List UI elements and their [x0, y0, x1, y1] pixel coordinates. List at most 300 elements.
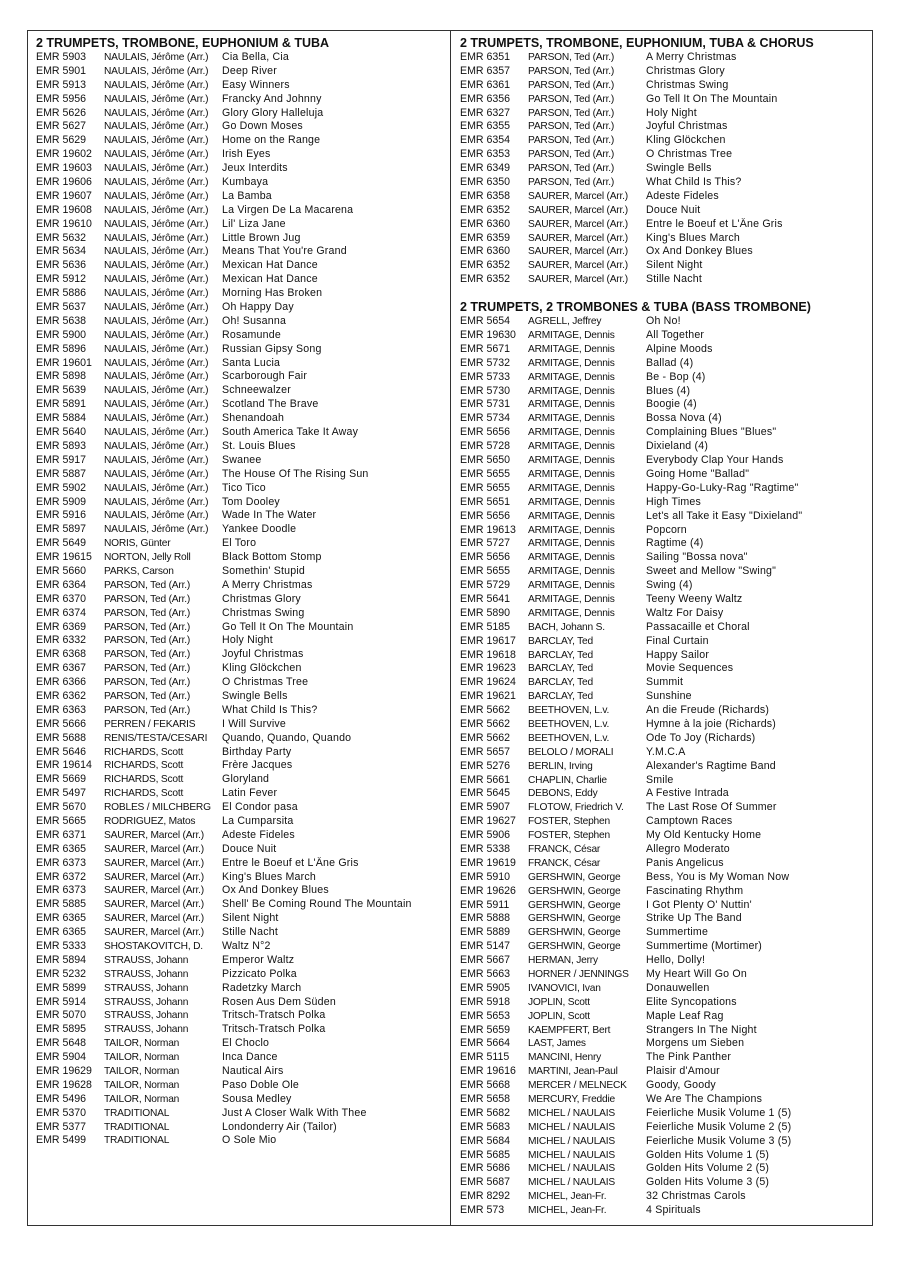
composer-name: NAULAIS, Jérôme (Arr.): [104, 510, 209, 522]
composer-name: NAULAIS, Jérôme (Arr.): [104, 496, 209, 508]
catalog-number: EMR 5499: [36, 1134, 87, 1147]
catalog-number: EMR 6360: [460, 245, 511, 258]
catalog-entry: [36, 412, 446, 426]
catalog-entry: [460, 885, 870, 899]
composer-name: NAULAIS, Jérôme (Arr.): [104, 524, 209, 536]
piece-title: Maple Leaf Rag: [646, 1009, 724, 1022]
composer-name: BELOLO / MORALI: [528, 746, 614, 758]
catalog-number: EMR 5889: [460, 926, 511, 939]
catalog-entry: [36, 496, 446, 510]
catalog-entry: [36, 787, 446, 801]
piece-title: Feierliche Musik Volume 1 (5): [646, 1106, 792, 1119]
catalog-number: EMR 19602: [36, 148, 92, 161]
composer-name: NAULAIS, Jérôme (Arr.): [104, 302, 209, 314]
composer-name: FOSTER, Stephen: [528, 830, 610, 842]
catalog-number: EMR 5887: [36, 467, 87, 480]
catalog-entry: [460, 607, 870, 621]
catalog-number: EMR 5641: [460, 592, 511, 605]
composer-name: MICHEL / NAULAIS: [528, 1135, 615, 1147]
piece-title: Feierliche Musik Volume 3 (5): [646, 1134, 792, 1147]
piece-title: Glory Glory Halleluja: [222, 106, 324, 119]
catalog-number: EMR 19614: [36, 759, 92, 772]
composer-name: NAULAIS, Jérôme (Arr.): [104, 454, 209, 466]
catalog-number: EMR 5634: [36, 245, 87, 258]
piece-title: Sweet and Mellow "Swing": [646, 565, 777, 578]
catalog-entry: [460, 315, 870, 329]
composer-name: FRANCK, César: [528, 857, 601, 869]
catalog-number: EMR 5629: [36, 134, 87, 147]
piece-title: Ragtime (4): [646, 537, 704, 550]
composer-name: MICHEL, Jean-Fr.: [528, 1191, 607, 1203]
catalog-number: EMR 6366: [36, 676, 87, 689]
catalog-number: EMR 5668: [460, 1079, 511, 1092]
composer-name: RICHARDS, Scott: [104, 760, 184, 772]
composer-name: MERCURY, Freddie: [528, 1094, 616, 1106]
catalog-entry: [460, 551, 870, 565]
catalog-number: EMR 6365: [36, 926, 87, 939]
catalog-entry: [36, 190, 446, 204]
catalog-number: EMR 6369: [36, 620, 87, 633]
catalog-entry: [460, 1149, 870, 1163]
catalog-entry: [36, 384, 446, 398]
composer-name: PARSON, Ted (Arr.): [104, 677, 191, 689]
catalog-entry: [460, 1024, 870, 1038]
piece-title: A Merry Christmas: [646, 51, 737, 63]
piece-title: Summertime: [646, 926, 709, 939]
piece-title: Happy-Go-Luky-Rag "Ragtime": [646, 481, 799, 494]
composer-name: NAULAIS, Jérôme (Arr.): [104, 232, 209, 244]
composer-name: NAULAIS, Jérôme (Arr.): [104, 385, 209, 397]
composer-name: FRANCK, César: [528, 843, 601, 855]
composer-name: ARMITAGE, Dennis: [528, 427, 615, 439]
catalog-entry: [460, 496, 870, 510]
piece-title: Y.M.C.A: [646, 745, 686, 758]
catalog-entry: [36, 954, 446, 968]
piece-title: Camptown Races: [646, 815, 733, 828]
catalog-number: EMR 5645: [460, 787, 511, 800]
catalog-number: EMR 5898: [36, 370, 87, 383]
catalog-entry: [460, 426, 870, 440]
catalog-entry: [36, 301, 446, 315]
catalog-number: EMR 19621: [460, 690, 516, 703]
composer-name: SAURER, Marcel (Arr.): [104, 829, 204, 841]
catalog-number: EMR 5638: [36, 314, 87, 327]
catalog-entry: [460, 982, 870, 996]
catalog-entry: [460, 232, 870, 246]
piece-title: Deep River: [222, 64, 277, 77]
catalog-number: EMR 6370: [36, 592, 87, 605]
composer-name: NAULAIS, Jérôme (Arr.): [104, 260, 209, 272]
catalog-number: EMR 5497: [36, 787, 87, 800]
piece-title: Waltz For Daisy: [646, 606, 724, 619]
composer-name: MICHEL / NAULAIS: [528, 1121, 615, 1133]
composer-name: NAULAIS, Jérôme (Arr.): [104, 107, 209, 119]
catalog-number: EMR 6355: [460, 120, 511, 133]
piece-title: Little Brown Jug: [222, 231, 301, 244]
piece-title: King's Blues March: [646, 231, 740, 244]
composer-name: ARMITAGE, Dennis: [528, 371, 615, 383]
catalog-number: EMR 5639: [36, 384, 87, 397]
catalog-number: EMR 19623: [460, 662, 516, 675]
piece-title: Morning Has Broken: [222, 287, 323, 300]
catalog-entry: [36, 134, 446, 148]
composer-name: TRADITIONAL: [104, 1107, 170, 1119]
piece-title: Dixieland (4): [646, 440, 709, 453]
catalog-entry: [36, 1093, 446, 1107]
composer-name: RENIS/TESTA/CESARI: [104, 732, 208, 744]
catalog-number: EMR 5657: [460, 745, 511, 758]
catalog-entry: [36, 773, 446, 787]
piece-title: Silent Night: [222, 912, 279, 925]
composer-name: PARSON, Ted (Arr.): [528, 107, 615, 119]
catalog-entry: [36, 148, 446, 162]
catalog-entry: [460, 787, 870, 801]
composer-name: NAULAIS, Jérôme (Arr.): [104, 177, 209, 189]
piece-title: El Condor pasa: [222, 801, 298, 814]
catalog-number: EMR 6352: [460, 259, 511, 272]
composer-name: NAULAIS, Jérôme (Arr.): [104, 482, 209, 494]
catalog-number: EMR 6371: [36, 828, 87, 841]
catalog-entry: [36, 746, 446, 760]
piece-title: Ballad (4): [646, 356, 694, 369]
piece-title: The House Of The Rising Sun: [222, 467, 369, 480]
piece-title: Black Bottom Stomp: [222, 551, 322, 564]
catalog-entry: [460, 1065, 870, 1079]
catalog-entry: [460, 482, 870, 496]
composer-name: NAULAIS, Jérôme (Arr.): [104, 399, 209, 411]
piece-title: Alpine Moods: [646, 342, 713, 355]
piece-title: Russian Gipsy Song: [222, 342, 322, 355]
catalog-entry: [36, 690, 446, 704]
piece-title: Tom Dooley: [222, 495, 280, 508]
piece-title: Yankee Doodle: [222, 523, 297, 536]
catalog-number: EMR 5666: [36, 717, 87, 730]
catalog-entry: [460, 815, 870, 829]
catalog-number: EMR 19628: [36, 1078, 92, 1091]
piece-title: Goody, Goody: [646, 1079, 716, 1092]
piece-title: Going Home "Ballad": [646, 467, 750, 480]
catalog-number: EMR 5662: [460, 731, 511, 744]
piece-title: A Merry Christmas: [222, 578, 313, 591]
catalog-entry: [460, 718, 870, 732]
piece-title: Mexican Hat Dance: [222, 259, 318, 272]
piece-title: Oh! Susanna: [222, 314, 287, 327]
piece-title: Quando, Quando, Quando: [222, 731, 352, 744]
catalog-entry: [36, 287, 446, 301]
catalog-number: EMR 19613: [460, 523, 516, 536]
catalog-entry: [460, 134, 870, 148]
piece-title: Christmas Swing: [646, 78, 729, 91]
catalog-entry: [460, 690, 870, 704]
catalog-entry: [36, 662, 446, 676]
piece-title: El Toro: [222, 537, 257, 550]
section-heading-two-trombones: 2 TRUMPETS, 2 TROMBONES & TUBA (BASS TROMBONE): [460, 300, 811, 315]
piece-title: Feierliche Musik Volume 2 (5): [646, 1120, 792, 1133]
catalog-number: EMR 5626: [36, 106, 87, 119]
composer-name: ARMITAGE, Dennis: [528, 455, 615, 467]
piece-title: Panis Angelicus: [646, 856, 724, 869]
composer-name: PARSON, Ted (Arr.): [104, 621, 191, 633]
piece-title: Jeux Interdits: [222, 162, 288, 175]
catalog-entry: [36, 537, 446, 551]
composer-name: ARMITAGE, Dennis: [528, 413, 615, 425]
composer-name: SAURER, Marcel (Arr.): [104, 857, 204, 869]
composer-name: PARSON, Ted (Arr.): [104, 690, 191, 702]
composer-name: BEETHOVEN, L.v.: [528, 718, 610, 730]
catalog-number: EMR 5911: [460, 898, 510, 911]
catalog-entry: [460, 385, 870, 399]
piece-title: Tico Tico: [222, 481, 266, 494]
composer-name: KAEMPFERT, Bert: [528, 1024, 611, 1036]
composer-name: SHOSTAKOVITCH, D.: [104, 941, 203, 952]
catalog-number: EMR 5888: [460, 912, 511, 925]
composer-name: NAULAIS, Jérôme (Arr.): [104, 204, 209, 216]
composer-name: PARSON, Ted (Arr.): [104, 704, 191, 716]
catalog-number: EMR 5650: [460, 454, 511, 467]
piece-title: Londonderry Air (Tailor): [222, 1120, 337, 1133]
piece-title: Holy Night: [646, 106, 697, 119]
piece-title: Tritsch-Tratsch Polka: [222, 1023, 326, 1036]
catalog-number: EMR 5658: [460, 1093, 511, 1106]
catalog-number: EMR 5627: [36, 120, 87, 133]
piece-title: My Old Kentucky Home: [646, 829, 762, 842]
catalog-entry: [36, 440, 446, 454]
catalog-list: [460, 51, 870, 287]
composer-name: BARCLAY, Ted: [528, 677, 593, 689]
composer-name: SAURER, Marcel (Arr.): [528, 232, 628, 244]
catalog-number: EMR 6358: [460, 189, 511, 202]
catalog-entry: [36, 93, 446, 107]
composer-name: ARMITAGE, Dennis: [528, 552, 615, 564]
piece-title: 4 Spirituals: [646, 1204, 701, 1217]
catalog-entry: [460, 996, 870, 1010]
catalog-number: EMR 19624: [460, 676, 516, 689]
catalog-number: EMR 19615: [36, 551, 92, 564]
catalog-entry: [36, 1121, 446, 1135]
catalog-entry: [460, 704, 870, 718]
catalog-number: EMR 5914: [36, 995, 87, 1008]
catalog-number: EMR 19601: [36, 356, 92, 369]
composer-name: ARMITAGE, Dennis: [528, 441, 615, 453]
piece-title: Douce Nuit: [222, 842, 277, 855]
piece-title: La Bamba: [222, 189, 272, 202]
composer-name: PARSON, Ted (Arr.): [104, 579, 191, 591]
catalog-entry: [460, 1010, 870, 1024]
catalog-number: EMR 5913: [36, 78, 87, 91]
catalog-number: EMR 5649: [36, 537, 87, 550]
piece-title: King's Blues March: [222, 870, 316, 883]
piece-title: Shenandoah: [222, 412, 285, 425]
piece-title: Smile: [646, 773, 674, 786]
composer-name: SAURER, Marcel (Arr.): [104, 899, 204, 911]
composer-name: ARMITAGE, Dennis: [528, 566, 615, 578]
piece-title: Golden Hits Volume 3 (5): [646, 1176, 770, 1189]
catalog-entry: [36, 857, 446, 871]
catalog-number: EMR 5232: [36, 967, 87, 980]
composer-name: MANCINI, Henry: [528, 1052, 602, 1064]
piece-title: Strike Up The Band: [646, 912, 742, 925]
composer-name: SAURER, Marcel (Arr.): [528, 246, 628, 258]
catalog-entry: [36, 676, 446, 690]
catalog-number: EMR 5900: [36, 328, 87, 341]
catalog-entry: [36, 829, 446, 843]
catalog-number: EMR 19610: [36, 217, 92, 230]
piece-title: I Got Plenty O' Nuttin': [646, 898, 752, 911]
catalog-number: EMR 19618: [460, 648, 516, 661]
catalog-entry: [36, 884, 446, 898]
catalog-number: EMR 573: [460, 1204, 505, 1217]
catalog-number: EMR 19627: [460, 815, 516, 828]
catalog-number: EMR 5906: [460, 829, 511, 842]
catalog-number: EMR 6362: [36, 689, 87, 702]
piece-title: We Are The Champions: [646, 1093, 763, 1106]
catalog-entry: [36, 426, 446, 440]
piece-title: Paso Doble Ole: [222, 1078, 299, 1091]
piece-title: Allegro Moderato: [646, 842, 730, 855]
catalog-number: EMR 5893: [36, 439, 87, 452]
catalog-entry: [36, 718, 446, 732]
composer-name: SAURER, Marcel (Arr.): [104, 871, 204, 883]
catalog-number: EMR 19630: [460, 329, 516, 342]
composer-name: SAURER, Marcel (Arr.): [528, 260, 628, 272]
piece-title: Rosen Aus Dem Süden: [222, 995, 336, 1008]
piece-title: My Heart Will Go On: [646, 968, 747, 980]
catalog-number: EMR 5654: [460, 315, 511, 328]
composer-name: JOPLIN, Scott: [528, 996, 590, 1008]
catalog-entry: [460, 676, 870, 690]
catalog-entry: [460, 774, 870, 788]
composer-name: STRAUSS, Johann: [104, 996, 189, 1008]
catalog-number: EMR 5903: [36, 51, 87, 63]
catalog-number: EMR 6373: [36, 884, 87, 897]
piece-title: The Last Rose Of Summer: [646, 801, 777, 814]
piece-title: Easy Winners: [222, 78, 290, 91]
catalog-number: EMR 5655: [460, 481, 511, 494]
catalog-number: EMR 19606: [36, 176, 92, 189]
composer-name: BARCLAY, Ted: [528, 663, 593, 675]
catalog-number: EMR 6327: [460, 106, 511, 119]
composer-name: BEETHOVEN, L.v.: [528, 732, 610, 744]
catalog-entry: [460, 565, 870, 579]
catalog-entry: [460, 245, 870, 259]
composer-name: MARTINI, Jean-Paul: [528, 1066, 618, 1078]
catalog-entry: [36, 509, 446, 523]
piece-title: Mexican Hat Dance: [222, 273, 318, 286]
catalog-entry: [36, 898, 446, 912]
catalog-entry: [36, 204, 446, 218]
composer-name: PARKS, Carson: [104, 565, 174, 577]
catalog-number: EMR 5664: [460, 1037, 511, 1050]
piece-title: Kling Glöckchen: [222, 662, 302, 675]
piece-title: What Child Is This?: [646, 176, 742, 189]
catalog-entry: [36, 579, 446, 593]
catalog-entry: [460, 843, 870, 857]
catalog-number: EMR 6354: [460, 134, 511, 147]
catalog-entry: [36, 65, 446, 79]
piece-title: O Sole Mio: [222, 1134, 277, 1147]
catalog-number: EMR 19629: [36, 1065, 92, 1078]
piece-title: Summertime (Mortimer): [646, 940, 763, 953]
composer-name: NAULAIS, Jérôme (Arr.): [104, 329, 209, 341]
composer-name: ARMITAGE, Dennis: [528, 496, 615, 508]
catalog-number: EMR 5918: [460, 995, 511, 1008]
composer-name: JOPLIN, Scott: [528, 1010, 590, 1022]
catalog-entry: [460, 1135, 870, 1149]
piece-title: Frère Jacques: [222, 759, 293, 772]
composer-name: BARCLAY, Ted: [528, 635, 593, 647]
catalog-entry: [460, 593, 870, 607]
catalog-number: EMR 5670: [36, 801, 87, 814]
catalog-number: EMR 8292: [460, 1190, 511, 1203]
piece-title: Emperor Waltz: [222, 953, 295, 966]
composer-name: MICHEL / NAULAIS: [528, 1163, 615, 1175]
catalog-number: EMR 5685: [460, 1148, 511, 1161]
piece-title: Swingle Bells: [222, 689, 288, 702]
catalog-number: EMR 5662: [460, 704, 511, 717]
catalog-number: EMR 5640: [36, 426, 87, 439]
piece-title: Scarborough Fair: [222, 370, 308, 383]
piece-title: Waltz N°2: [222, 940, 271, 952]
composer-name: NAULAIS, Jérôme (Arr.): [104, 468, 209, 480]
composer-name: NAULAIS, Jérôme (Arr.): [104, 371, 209, 383]
catalog-number: EMR 5732: [460, 356, 511, 369]
piece-title: Latin Fever: [222, 787, 278, 800]
catalog-number: EMR 5917: [36, 453, 87, 466]
catalog-number: EMR 5687: [460, 1176, 511, 1189]
catalog-number: EMR 5667: [460, 954, 511, 967]
catalog-number: EMR 6374: [36, 606, 87, 619]
catalog-number: EMR 6365: [36, 912, 87, 925]
composer-name: PARSON, Ted (Arr.): [528, 163, 615, 175]
composer-name: STRAUSS, Johann: [104, 1010, 189, 1022]
catalog-entry: [36, 245, 446, 259]
catalog-number: EMR 5904: [36, 1051, 87, 1064]
catalog-entry: [460, 510, 870, 524]
catalog-number: EMR 5916: [36, 509, 87, 522]
catalog-number: EMR 19619: [460, 856, 516, 869]
catalog-entry: [460, 398, 870, 412]
catalog-number: EMR 5632: [36, 231, 87, 244]
catalog-entry: [460, 176, 870, 190]
catalog-number: EMR 19603: [36, 162, 92, 175]
piece-title: Stille Nacht: [646, 273, 702, 286]
composer-name: CHAPLIN, Charlie: [528, 774, 607, 786]
catalog-entry: [460, 468, 870, 482]
piece-title: Tritsch-Tratsch Polka: [222, 1009, 326, 1022]
catalog-entry: [460, 1190, 870, 1204]
composer-name: PARSON, Ted (Arr.): [528, 135, 615, 147]
catalog-number: EMR 6350: [460, 176, 511, 189]
catalog-number: EMR 5115: [460, 1051, 510, 1064]
catalog-number: EMR 6359: [460, 231, 511, 244]
composer-name: NAULAIS, Jérôme (Arr.): [104, 121, 209, 133]
composer-name: RODRIGUEZ, Matos: [104, 815, 196, 827]
composer-name: RICHARDS, Scott: [104, 774, 184, 786]
catalog-entry: [36, 843, 446, 857]
catalog-entry: [460, 537, 870, 551]
catalog-number: EMR 6365: [36, 842, 87, 855]
catalog-number: EMR 5683: [460, 1120, 511, 1133]
catalog-entry: [460, 746, 870, 760]
catalog-entry: [460, 343, 870, 357]
piece-title: Radetzky March: [222, 981, 302, 994]
catalog-entry: [460, 107, 870, 121]
catalog-number: EMR 5894: [36, 953, 87, 966]
piece-title: Shell' Be Coming Round The Mountain: [222, 898, 412, 911]
composer-name: PARSON, Ted (Arr.): [104, 593, 191, 605]
piece-title: Silent Night: [646, 259, 703, 272]
catalog-entry: [460, 579, 870, 593]
